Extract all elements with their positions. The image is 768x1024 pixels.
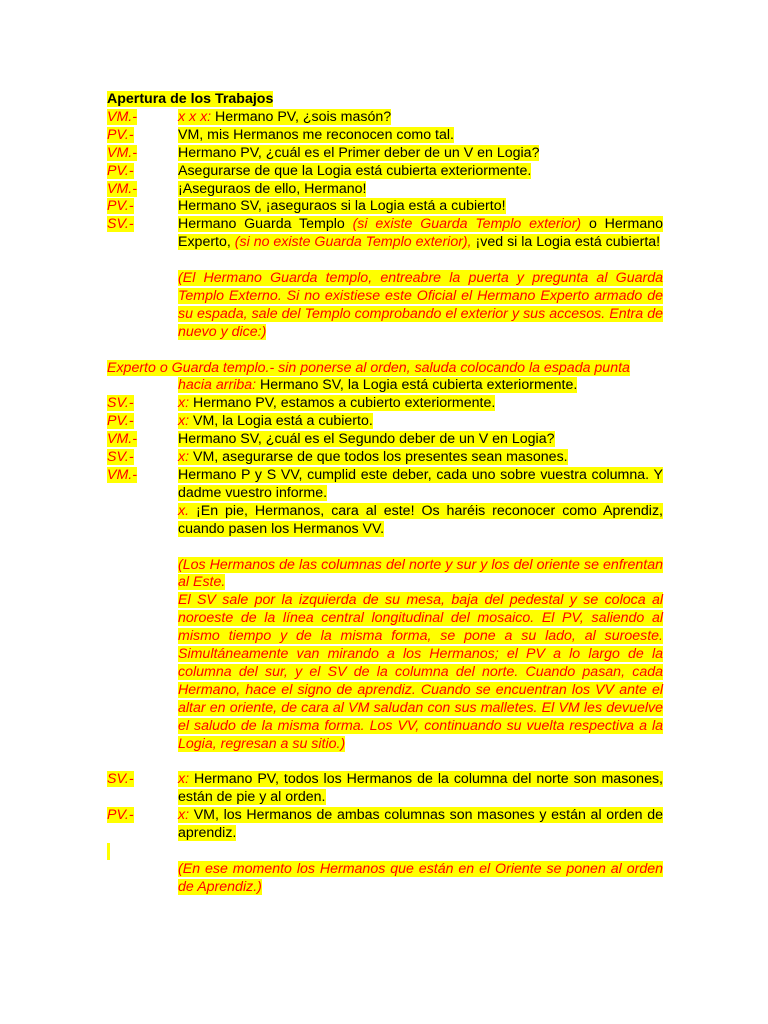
dialogue-line: SV.- x: Hermano PV, estamos a cubierto exteriormente. bbox=[107, 395, 496, 412]
dialogue-line: PV.- Hermano SV, ¡aseguraos si la Logia está a cubierto! bbox=[107, 198, 506, 215]
dialogue-line: PV.- x: VM, la Logia está a cubierto. bbox=[107, 413, 373, 430]
highlight-marker bbox=[107, 843, 663, 861]
dialogue-line: VM.- ¡Aseguraos de ello, Hermano! bbox=[107, 180, 367, 197]
experto-line-cont: hacia arriba: Hermano SV, la Logia está cubierta exteriormente. bbox=[178, 377, 578, 394]
section-title: Apertura de los Trabajos bbox=[107, 91, 274, 107]
dialogue-line: VM.- Hermano P y S VV, cumplid este deber, cada uno sobre vuestra columna. Y dadme vuestro informe. bbox=[107, 467, 663, 501]
stage-direction: (Los Hermanos de las columnas del norte y sur y los del oriente se enfrentan al Este. El SV sale por la izquierda de su mesa, baja del pedestal y se coloca al noroeste de la línea central longitudinal del mosaico. El PV, saliendo al mismo tiempo y de la misma forma, se pone a su lado, al suroeste. Simultáneamente van mirando a los Hermanos; el PV a lo largo de la columna del sur, y el SV de la columna del norte. Cuando pasan, cada Hermano, hace el signo de aprendiz. Cuando se encuentran los VV ante el altar en oriente, de cara al VM saludan con sus malletes. El VM les devuelve el saludo de la misma forma. Los VV, continuando su vuelta respectiva a la Logia, regresan a su sitio.) bbox=[178, 556, 663, 752]
dialogue-line: PV.- Asegurarse de que la Logia está cubierta exteriormente. bbox=[107, 162, 532, 179]
stage-direction: (En ese momento los Hermanos que están en el Oriente se ponen al orden de Aprendiz.) bbox=[178, 860, 663, 895]
dialogue-line: PV.- x: VM, los Hermanos de ambas columnas son masones y están al orden de aprendiz. bbox=[107, 807, 663, 842]
dialogue-line: PV.- VM, mis Hermanos me reconocen como tal. bbox=[107, 126, 454, 143]
stage-direction: (El Hermano Guarda templo, entreabre la puerta y pregunta al Guarda Templo Externo. Si no existiese este Oficial el Hermano Experto armado de su espada, sale del Templo comprobando el exterior y sus accesos. Entra de nuevo y dice:) bbox=[178, 270, 663, 340]
dialogue-line: SV.- x: Hermano PV, todos los Hermanos de la columna del norte son masones, están de pie y al orden. bbox=[107, 771, 663, 806]
dialogue-continuation: x. ¡En pie, Hermanos, cara al este! Os haréis reconocer como Aprendiz, cuando pasen los Hermanos VV. bbox=[178, 502, 663, 537]
dialogue-line: SV.- x: VM, asegurarse de que todos los presentes sean masones. bbox=[107, 449, 568, 466]
experto-line: Experto o Guarda templo.- sin ponerse al orden, saluda colocando la espada punta bbox=[107, 359, 630, 376]
dialogue-line: VM.- x x x: Hermano PV, ¿sois masón? bbox=[107, 108, 392, 125]
dialogue-line: SV.- Hermano Guarda Templo (si existe Guarda Templo exterior) o Hermano Experto, (si no existe Guarda Templo exterior), ¡ved si la Logia está cubierta! bbox=[107, 216, 663, 251]
document-body bbox=[107, 91, 663, 897]
dialogue-line: VM.- Hermano SV, ¿cuál es el Segundo deber de un V en Logia? bbox=[107, 431, 555, 448]
dialogue-line: VM.- Hermano PV, ¿cuál es el Primer deber de un V en Logia? bbox=[107, 144, 540, 161]
